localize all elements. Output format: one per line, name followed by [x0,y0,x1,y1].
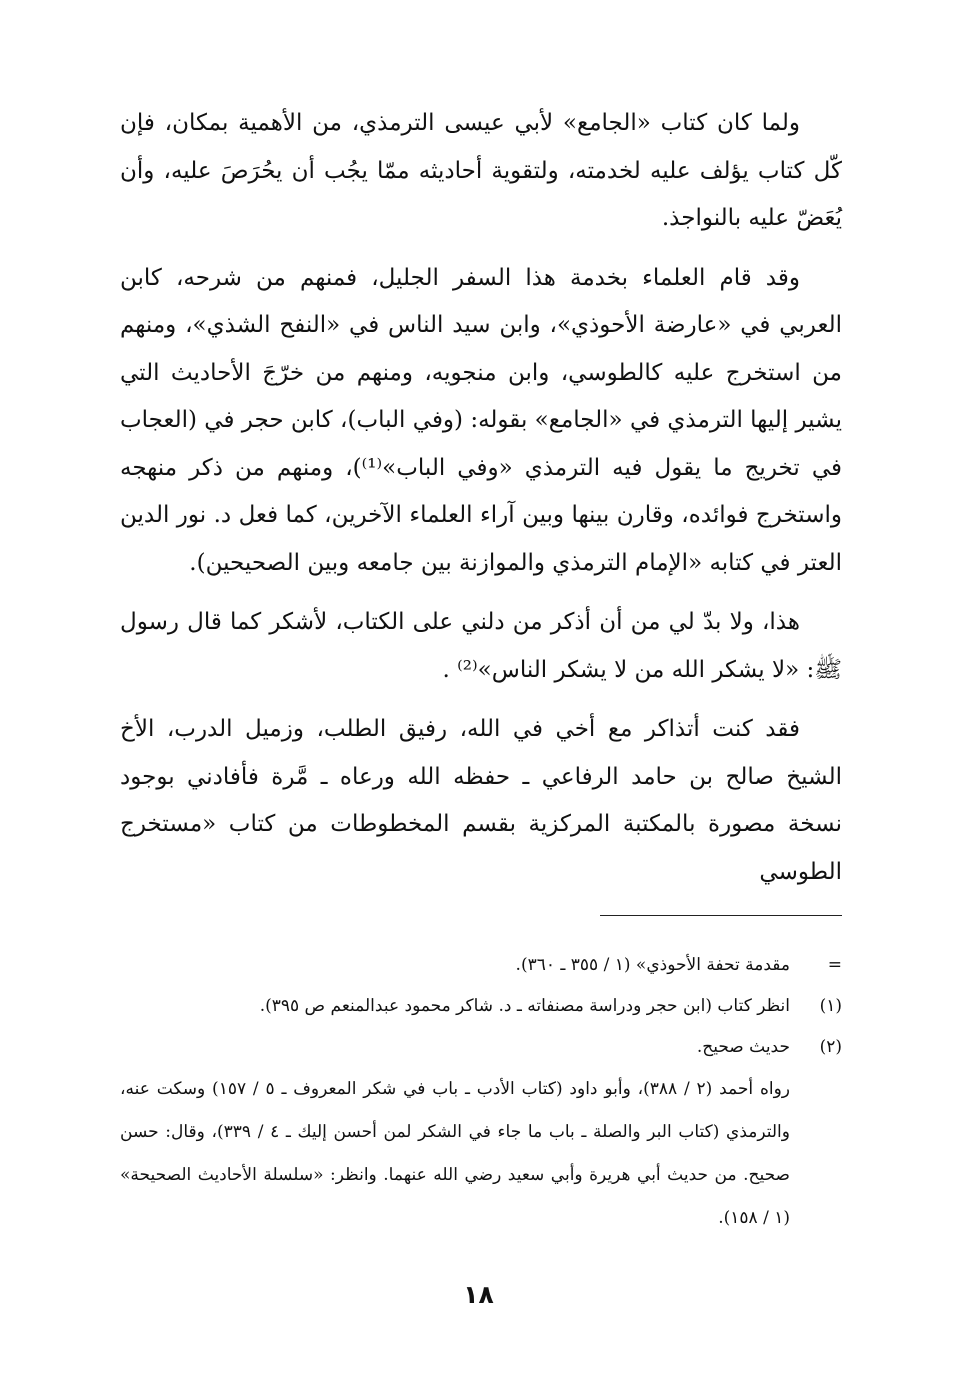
footnote-2-continuation: رواه أحمد (٢ / ٣٨٨)، وأبو داود (كتاب الأدب ـ باب في شكر المعروف ـ ٥ / ١٥٧) وسكت عنه، والترمذي (كتاب البر والصلة ـ باب ما جاء في الشكر لمن أحسن إليك ـ ٤ / ٣٣٩)، وقال: حسن صحيح. من حديث أبي هريرة وأبي سعيد رضي الله عنهما. وانظر: «سلسلة الأحاديث الصحيحة» (١ / ١٥٨). [120,1079,790,1228]
main-text [120,100,842,896]
footnote-divider [600,915,842,916]
footnote-text: حديث صحيح. [696,1037,790,1057]
footnote-mark: (٢) [819,1037,842,1057]
footnote-mark: = [827,955,842,975]
paragraph-3: هذا، ولا بدّ لي من أن أذكر من دلني على الكتاب، لأشكر كما قال رسول ﷺ: «لا يشكر الله من لا يشكر الناس»⁽²⁾ . [120,609,842,683]
page-number: ١٨ [463,1280,494,1309]
footnote-text: انظر كتاب (ابن حجر ودراسة مصنفاته ـ د. شاكر محمود عبدالمنعم ص ٣٩٥). [259,996,790,1016]
footnote-2 [120,1027,842,1068]
paragraph-2: وقد قام العلماء بخدمة هذا السفر الجليل، فمنهم من شرحه، كابن العربي في «عارضة الأحوذي»، وابن سيد الناس في «النفح الشذي»، ومنهم من استخرج عليه كالطوسي، وابن منجويه، ومنهم من خرّجَ الأحاديث التي يشير إليها الترمذي في «الجامع» بقوله: (وفي الباب)، كابن حجر في (العجاب في تخريج ما يقول فيه الترمذي «وفي الباب»⁽¹⁾)، ومنهم من ذكر منهجه واستخرج فوائده، وقارن بينها وبين آراء العلماء الآخرين، كما فعل د. نور الدين العتر في كتابه «الإمام الترمذي والموازنة بين جامعه وبين الصحيحين). [120,264,842,576]
paragraph-4: فقد كنت أتذاكر مع أخي في الله، رفيق الطلب، وزميل الدرب، الأخ الشيخ صالح بن حامد الرفاعي ـ حفظه الله ورعاه ـ مَّرة فأفادني بوجود نسخة مصورة بالمكتبة المركزية بقسم المخطوطات من كتاب «مستخرج الطوسي [120,716,842,885]
paragraph-1: ولما كان كتاب «الجامع» لأبي عيسى الترمذي، من الأهمية بمكان، فإن كّل كتاب يؤلف عليه لخدمته، ولتقوية أحاديثه ممّا يجُب أن يحُرَصَ عليه، وأن يُعَضّ عليه بالنواجذ. [120,110,842,231]
footnote-mark: (١) [819,996,842,1016]
footnote-continued [120,945,842,986]
footnote-text: مقدمة تحفة الأحوذي» (١ / ٣٥٥ ـ ٣٦٠). [515,955,790,975]
footnotes [120,945,842,1240]
footnote-1 [120,986,842,1027]
